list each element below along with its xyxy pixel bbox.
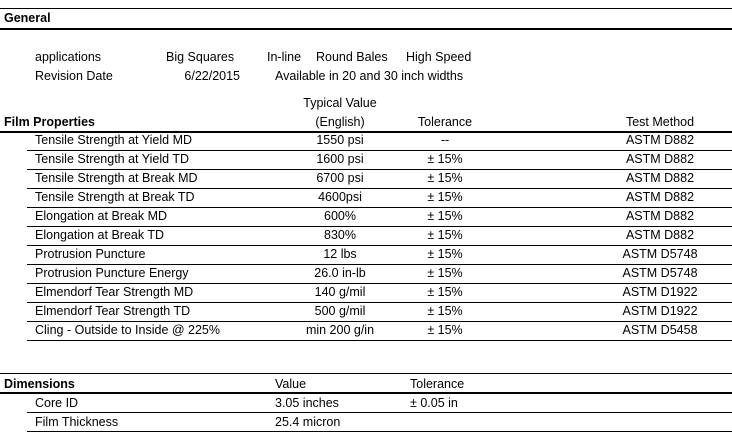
dimension-value: 3.05 inches (275, 396, 339, 410)
property-name: Elmendorf Tear Strength MD (35, 285, 194, 299)
property-name: Protrusion Puncture (35, 247, 146, 261)
property-tolerance: ± 15% (427, 228, 463, 242)
property-test-method: ASTM D882 (625, 209, 695, 223)
dimension-name: Core ID (35, 396, 79, 410)
property-test-method: ASTM D1922 (622, 304, 698, 318)
dimensions-heading: Dimensions (4, 377, 75, 391)
property-tolerance: ± 15% (427, 285, 463, 299)
property-tolerance: -- (440, 133, 450, 147)
property-value: 26.0 in-lb (314, 266, 366, 280)
property-value: 600% (324, 209, 356, 223)
revision-date-value: 6/22/2015 (184, 69, 240, 83)
property-test-method: ASTM D882 (625, 171, 695, 185)
property-name: Protrusion Puncture Energy (35, 266, 189, 280)
application-big-squares: Big Squares (166, 50, 235, 64)
row-divider (27, 431, 732, 432)
dimensions-value-header: Value (275, 377, 307, 391)
property-name: Elmendorf Tear Strength TD (35, 304, 191, 318)
property-tolerance: ± 15% (427, 304, 463, 318)
property-value: 12 lbs (323, 247, 357, 261)
property-value: 1550 psi (316, 133, 364, 147)
property-name: Tensile Strength at Yield MD (35, 133, 193, 147)
dimension-value: 25.4 micron (275, 415, 341, 429)
dimensions-tolerance-header: Tolerance (410, 377, 465, 391)
widths-note: Available in 20 and 30 inch widths (275, 69, 464, 83)
applications-label: applications (35, 50, 102, 64)
property-tolerance: ± 15% (427, 323, 463, 337)
property-name: Elongation at Break TD (35, 228, 165, 242)
property-name: Tensile Strength at Break MD (35, 171, 198, 185)
row-divider (27, 412, 732, 413)
top-border (0, 8, 732, 9)
property-tolerance: ± 15% (427, 209, 463, 223)
film-properties-heading: Film Properties (4, 115, 95, 129)
property-test-method: ASTM D5748 (622, 247, 698, 261)
property-tolerance: ± 15% (427, 171, 463, 185)
property-name: Elongation at Break MD (35, 209, 168, 223)
property-value: 1600 psi (316, 152, 364, 166)
general-rule (0, 28, 732, 30)
application-round-bales: Round Bales (316, 50, 388, 64)
property-tolerance: ± 15% (427, 266, 463, 280)
property-name: Cling - Outside to Inside @ 225% (35, 323, 221, 337)
dimensions-header-rule (0, 392, 732, 394)
property-tolerance: ± 15% (427, 247, 463, 261)
dimension-name: Film Thickness (35, 415, 119, 429)
property-name: Tensile Strength at Break TD (35, 190, 195, 204)
property-test-method: ASTM D882 (625, 190, 695, 204)
row-divider (27, 340, 732, 341)
property-value: 6700 psi (316, 171, 364, 185)
tolerance-header: Tolerance (417, 115, 473, 129)
property-test-method: ASTM D882 (625, 228, 695, 242)
property-tolerance: ± 15% (427, 190, 463, 204)
property-name: Tensile Strength at Yield TD (35, 152, 190, 166)
property-tolerance: ± 15% (427, 152, 463, 166)
typical-value-header-line2: (English) (315, 115, 365, 129)
general-heading: General (4, 11, 51, 25)
test-method-header: Test Method (625, 115, 695, 129)
dimensions-top-rule (0, 373, 732, 374)
revision-date-label: Revision Date (35, 69, 113, 83)
application-high-speed: High Speed (406, 50, 472, 64)
property-test-method: ASTM D882 (625, 152, 695, 166)
property-value: 830% (324, 228, 356, 242)
property-value: 4600psi (318, 190, 362, 204)
property-test-method: ASTM D5458 (622, 323, 698, 337)
property-test-method: ASTM D1922 (622, 285, 698, 299)
property-test-method: ASTM D5748 (622, 266, 698, 280)
typical-value-header-line1: Typical Value (303, 96, 377, 110)
property-test-method: ASTM D882 (625, 133, 695, 147)
application-in-line: In-line (267, 50, 302, 64)
property-value: min 200 g/in (305, 323, 375, 337)
dimension-tolerance: ± 0.05 in (410, 396, 458, 410)
property-value: 500 g/mil (314, 304, 366, 318)
property-value: 140 g/mil (314, 285, 366, 299)
